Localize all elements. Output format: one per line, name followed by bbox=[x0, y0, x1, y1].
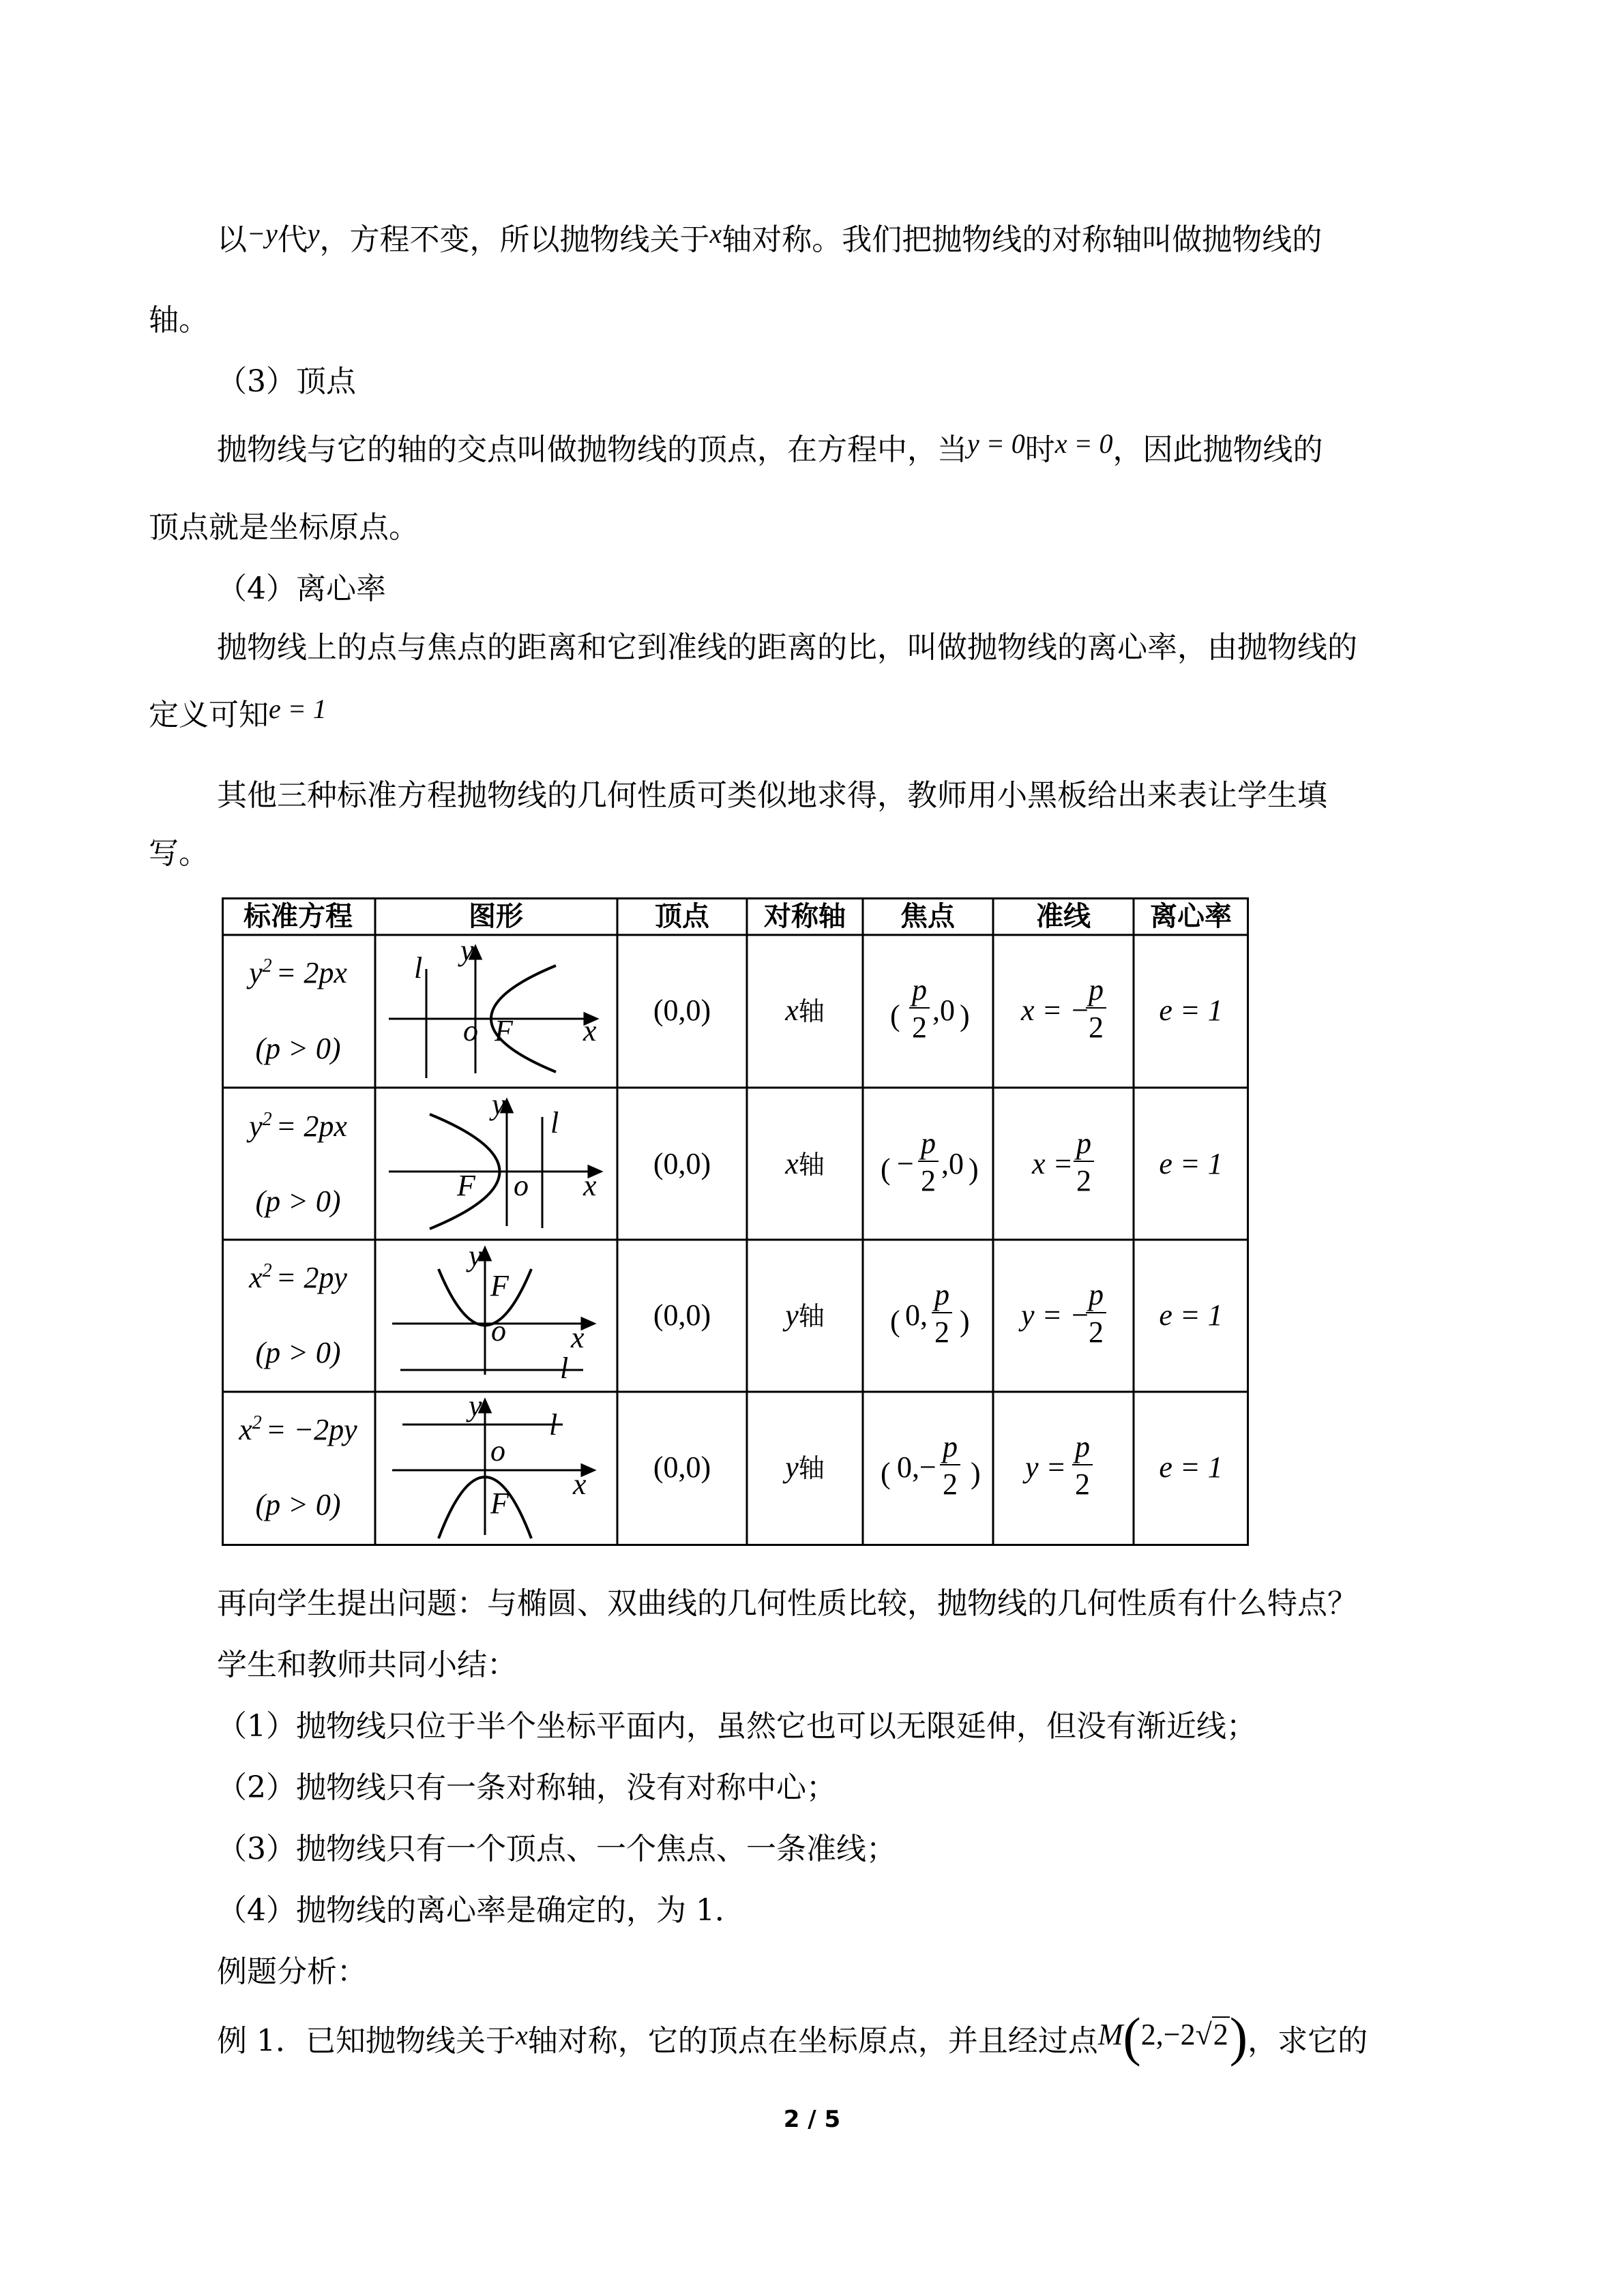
svg-text:2: 2 bbox=[943, 1467, 958, 1501]
math-x: x bbox=[515, 2019, 528, 2051]
condition-cell: (p > 0) bbox=[255, 1488, 341, 1521]
table-row bbox=[238, 1389, 1222, 1538]
graph-directrix-label: l bbox=[414, 951, 423, 985]
graph-x-label: x bbox=[583, 1014, 597, 1047]
math-x: x bbox=[709, 218, 722, 249]
header-graph: 图形 bbox=[469, 901, 523, 932]
graph-x-label: x bbox=[583, 1169, 597, 1202]
header-vertex: 顶点 bbox=[655, 901, 709, 932]
text: 抛物线与它的轴的交点叫做抛物线的顶点，在方程中，当 bbox=[217, 432, 967, 467]
parabola-properties-table bbox=[222, 897, 1249, 1546]
svg-text:2: 2 bbox=[912, 1011, 927, 1044]
graph-directrix-label: l bbox=[550, 1106, 559, 1139]
svg-text:,0: ,0 bbox=[932, 994, 955, 1027]
graph-directrix-label: l bbox=[549, 1408, 558, 1442]
text: ，因此抛物线的 bbox=[1112, 432, 1323, 467]
axis-cell: y轴 bbox=[785, 1450, 825, 1484]
text: 代 bbox=[277, 222, 308, 257]
equation-cell: $y^2 = 2px$ bbox=[249, 1109, 347, 1143]
graph-y-label: y bbox=[469, 1239, 482, 1272]
focus-cell bbox=[890, 973, 970, 1044]
condition-cell: (p > 0) bbox=[255, 1032, 341, 1065]
summary-item: （3）抛物线只有一个顶点、一个焦点、一条准线； bbox=[217, 1832, 896, 1866]
summary-item: （4）抛物线的离心率是确定的，为 1． bbox=[217, 1893, 745, 1928]
header-eccentricity: 离心率 bbox=[1150, 901, 1232, 932]
math-y: y bbox=[307, 218, 320, 249]
directrix-cell bbox=[1020, 973, 1106, 1044]
directrix-cell bbox=[1018, 1278, 1106, 1349]
svg-text:(: ( bbox=[890, 999, 900, 1032]
math-e-eq-1: e = 1 bbox=[269, 694, 327, 724]
svg-text:−: − bbox=[897, 1147, 914, 1180]
paragraph-other: 其他三种标准方程抛物线的几何性质可类似地求得，教师用小黑板给出来表让学生填 bbox=[217, 778, 1327, 813]
graph-focus-label: F bbox=[494, 1014, 513, 1047]
equation-cell: $y^2 = 2px$ bbox=[249, 955, 347, 989]
axis-cell: y轴 bbox=[785, 1298, 825, 1332]
svg-text:x = −: x = − bbox=[1021, 994, 1090, 1027]
math-x-eq-0: x = 0 bbox=[1054, 428, 1113, 459]
axis-cell: x轴 bbox=[785, 1147, 825, 1180]
svg-text:y = −: y = − bbox=[1021, 1298, 1090, 1332]
math-point-m: M(2,−2√2) bbox=[1097, 2007, 1248, 2067]
svg-text:(: ( bbox=[881, 1457, 891, 1490]
focus-cell bbox=[881, 1127, 979, 1197]
header-directrix: 准线 bbox=[1036, 901, 1091, 932]
text: 轴对称。我们把抛物线的对称轴叫做抛物线的 bbox=[722, 222, 1323, 257]
math-y-eq-0: y = 0 bbox=[967, 428, 1025, 459]
svg-text:2: 2 bbox=[934, 1315, 949, 1349]
svg-text:): ) bbox=[960, 1304, 970, 1338]
paragraph-question: 再向学生提出问题：与椭圆、双曲线的几何性质比较，抛物线的几何性质有什么特点？ bbox=[217, 1586, 1357, 1621]
heading-eccentricity: （4）离心率 bbox=[217, 571, 386, 606]
condition-cell: (p > 0) bbox=[255, 1184, 341, 1218]
vertex-cell: (0,0) bbox=[653, 994, 711, 1027]
svg-text:): ) bbox=[960, 999, 970, 1032]
paragraph-example-1 bbox=[217, 2007, 1368, 2071]
table-row bbox=[246, 1088, 1223, 1229]
svg-text:): ) bbox=[969, 1152, 979, 1186]
graph-focus-label: F bbox=[490, 1487, 509, 1520]
header-focus: 焦点 bbox=[900, 901, 955, 932]
text: 定义可知 bbox=[149, 698, 269, 732]
svg-text:2: 2 bbox=[1089, 1011, 1104, 1044]
text: 轴对称，它的顶点在坐标原点，并且经过点 bbox=[527, 2023, 1098, 2059]
graph-origin-label: o bbox=[514, 1169, 529, 1202]
graph-y-label: y bbox=[460, 934, 474, 967]
graph-origin-label: o bbox=[491, 1314, 506, 1347]
svg-text:p: p bbox=[943, 1430, 958, 1463]
svg-text:2: 2 bbox=[921, 1164, 936, 1197]
svg-text:(: ( bbox=[881, 1152, 891, 1186]
svg-text:): ) bbox=[971, 1457, 981, 1490]
paragraph-line: 顶点就是坐标原点。 bbox=[149, 510, 419, 545]
vertex-cell: (0,0) bbox=[653, 1450, 711, 1484]
eccentricity-cell: e = 1 bbox=[1159, 1298, 1223, 1332]
paragraph-line: 写。 bbox=[149, 836, 209, 871]
svg-text:p: p bbox=[1089, 973, 1104, 1007]
eccentricity-cell: e = 1 bbox=[1159, 1450, 1223, 1484]
graph-x-label: x bbox=[571, 1321, 585, 1354]
text: 以 bbox=[217, 222, 247, 257]
svg-text:p: p bbox=[1075, 1430, 1090, 1463]
paragraph-vertex bbox=[217, 430, 1323, 471]
condition-cell: (p > 0) bbox=[255, 1336, 341, 1369]
svg-text:,0: ,0 bbox=[941, 1147, 964, 1180]
axis-cell: x轴 bbox=[785, 994, 825, 1027]
equation-cell: $x^2 = 2py$ bbox=[249, 1260, 347, 1294]
svg-text:0,−: 0,− bbox=[897, 1450, 936, 1484]
paragraph-eccentricity: 抛物线上的点与焦点的距离和它到准线的距离的比，叫做抛物线的离心率，由抛物线的 bbox=[217, 630, 1357, 665]
svg-text:p: p bbox=[1076, 1127, 1091, 1160]
eccentricity-cell: e = 1 bbox=[1159, 1147, 1223, 1180]
svg-text:0,: 0, bbox=[905, 1298, 928, 1332]
svg-text:2: 2 bbox=[1076, 1164, 1091, 1197]
header-axis: 对称轴 bbox=[764, 901, 846, 932]
svg-text:p: p bbox=[912, 973, 927, 1007]
paragraph-line bbox=[149, 695, 327, 736]
focus-cell bbox=[881, 1430, 981, 1501]
svg-text:p: p bbox=[1089, 1278, 1104, 1311]
paragraph-example-heading: 例题分析： bbox=[217, 1954, 367, 1989]
equation-cell: $x^2 = -2py$ bbox=[239, 1412, 357, 1446]
focus-cell bbox=[890, 1278, 970, 1349]
vertex-cell: (0,0) bbox=[653, 1298, 711, 1332]
table-row bbox=[248, 1239, 1223, 1385]
math-neg-y: −y bbox=[247, 218, 278, 249]
text: 例 1．已知抛物线关于 bbox=[217, 2023, 516, 2059]
vertex-cell: (0,0) bbox=[653, 1147, 711, 1180]
paragraph-summary-intro: 学生和教师共同小结： bbox=[217, 1648, 517, 1682]
paragraph-symmetry bbox=[217, 220, 1322, 261]
graph-y-label: y bbox=[492, 1088, 505, 1121]
svg-text:p: p bbox=[921, 1127, 936, 1160]
svg-text:y =: y = bbox=[1025, 1450, 1067, 1484]
paragraph-line: 轴。 bbox=[149, 303, 209, 338]
header-standard-equation: 标准方程 bbox=[243, 901, 353, 932]
graph-focus-label: F bbox=[457, 1169, 475, 1202]
svg-text:(: ( bbox=[890, 1304, 900, 1338]
graph-origin-label: o bbox=[490, 1434, 505, 1467]
svg-text:x =: x = bbox=[1032, 1147, 1074, 1180]
eccentricity-cell: e = 1 bbox=[1159, 994, 1223, 1027]
svg-text:2: 2 bbox=[1075, 1467, 1090, 1501]
graph-origin-label: o bbox=[463, 1014, 478, 1047]
text: ，求它的 bbox=[1247, 2023, 1368, 2059]
graph-focus-label: F bbox=[490, 1269, 509, 1302]
svg-text:p: p bbox=[934, 1278, 949, 1311]
svg-text:2: 2 bbox=[1089, 1315, 1104, 1349]
text: 时 bbox=[1024, 432, 1055, 467]
text: ，方程不变，所以抛物线关于 bbox=[319, 222, 710, 257]
graph-x-label: x bbox=[573, 1467, 587, 1501]
table-row bbox=[246, 934, 1223, 1078]
heading-vertex: （3）顶点 bbox=[217, 364, 356, 399]
summary-item: （1）抛物线只位于半个坐标平面内，虽然它也可以无限延伸，但没有渐近线； bbox=[217, 1709, 1256, 1744]
page-number: 2 / 5 bbox=[783, 2106, 841, 2133]
summary-item: （2）抛物线只有一条对称轴，没有对称中心； bbox=[217, 1770, 836, 1805]
graph-directrix-label: l bbox=[560, 1352, 569, 1385]
graph-y-label: y bbox=[469, 1389, 482, 1422]
directrix-cell bbox=[1031, 1127, 1094, 1197]
directrix-cell bbox=[1022, 1430, 1093, 1501]
